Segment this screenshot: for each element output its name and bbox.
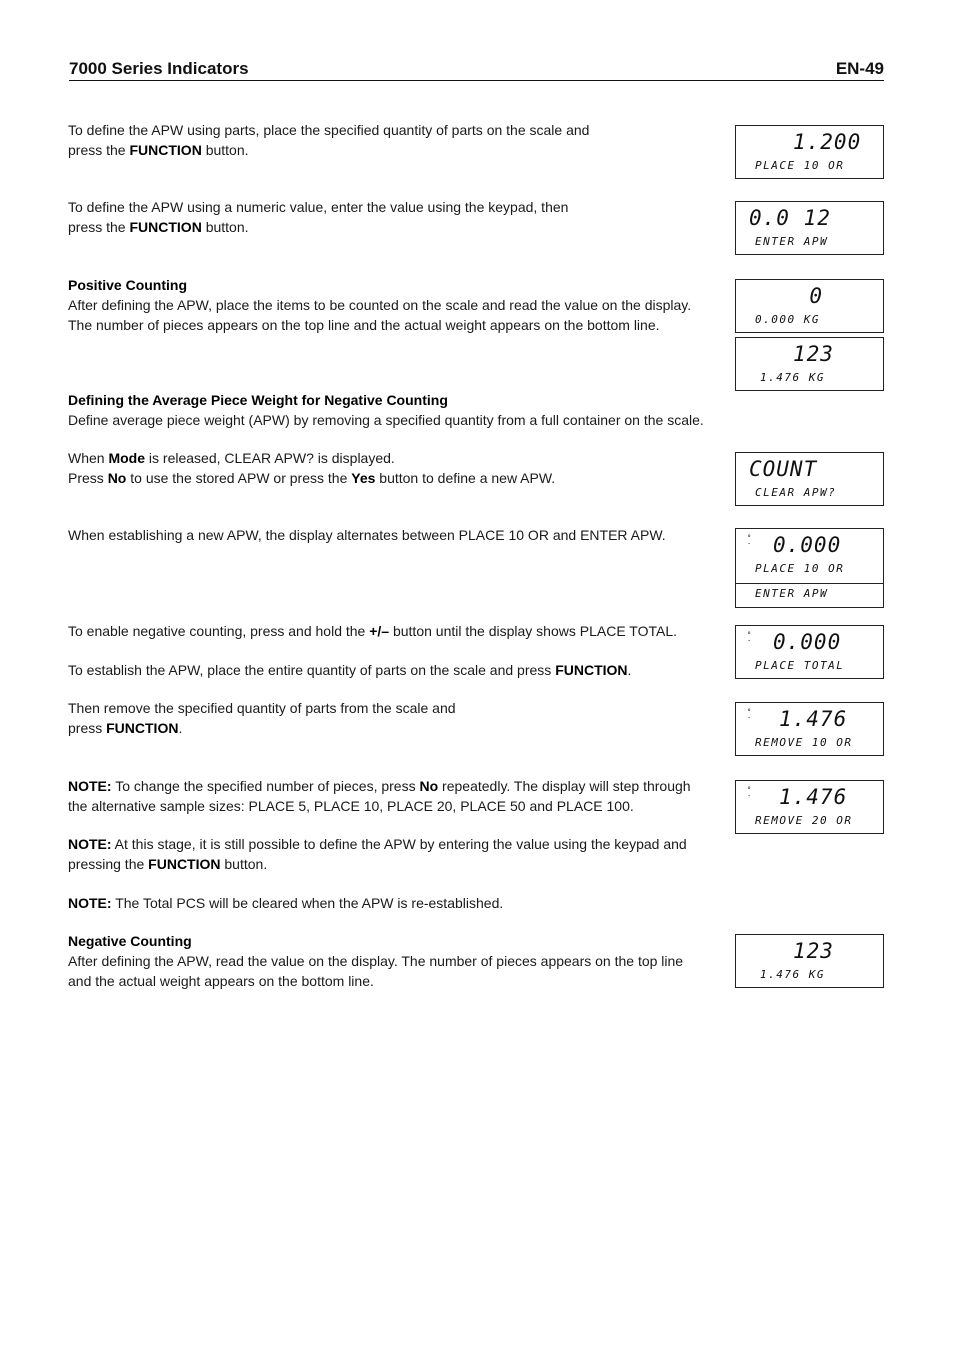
lcd-indicator-icon: ° · [747, 534, 752, 548]
lcd-divider [736, 583, 883, 584]
lcd-top-line: 0.000 [773, 533, 842, 557]
section-heading: Negative Counting [68, 933, 192, 949]
note-sample-sizes: NOTE: To change the specified number of pieces, press No repeatedly. The display will step through the alternative sample sizes: PLACE 5, PLACE 10, PLACE 20, PLACE 50 and PLACE 100. [68, 778, 691, 814]
lcd-bottom-line: REMOVE 20 OR [755, 814, 853, 827]
section-heading: Positive Counting [68, 277, 187, 293]
lcd-display-remove-10 [735, 702, 884, 756]
lcd-top-line: 0.0 12 [749, 206, 831, 230]
lcd-top-line: 0 [809, 284, 823, 308]
lcd-bottom-line: REMOVE 10 OR [755, 736, 853, 749]
lcd-top-line: 1.476 [779, 707, 848, 731]
lcd-display-remove-20 [735, 780, 884, 834]
paragraph-clear-apw: When Mode is released, CLEAR APW? is displayed. Press No to use the stored APW or press the Yes button to define a new APW. [68, 450, 556, 486]
lcd-display-place-10 [735, 125, 884, 179]
page-number: EN-49 [835, 59, 884, 78]
paragraph-define-apw-parts: To define the APW using parts, place the specified quantity of parts on the scale and press the FUNCTION button. [68, 122, 590, 158]
lcd-top-line: 123 [793, 342, 834, 366]
paragraph-enable-negative: To enable negative counting, press and hold the +/– button until the display shows PLACE TOTAL. [68, 623, 678, 639]
lcd-display-negative-count [735, 934, 884, 988]
lcd-bottom-line: PLACE TOTAL [755, 659, 845, 672]
lcd-bottom-line: PLACE 10 OR [755, 159, 845, 172]
lcd-indicator-icon: ° · [747, 631, 752, 645]
lcd-bottom-line: 1.476 KG [760, 371, 825, 384]
lcd-top-line: 1.476 [779, 785, 848, 809]
lcd-display-alternating [735, 528, 884, 608]
lcd-indicator-icon: ° · [747, 708, 752, 722]
lcd-top-line: 123 [793, 939, 834, 963]
paragraph-define-apw-numeric: To define the APW using a numeric value, enter the value using the keypad, then press the FUNCTION button. [68, 199, 569, 235]
page-header [69, 58, 884, 81]
note-total-pcs: NOTE: The Total PCS will be cleared when the APW is re-established. [68, 895, 504, 911]
lcd-display-positive-count [735, 337, 884, 391]
lcd-bottom-line: PLACE 10 OR [755, 562, 845, 575]
lcd-bottom-line: CLEAR APW? [755, 486, 837, 499]
section-negative-apw: Defining the Average Piece Weight for Negative Counting Define average piece weight (APW) by removing a specified quantity from a full container on the scale. [68, 390, 738, 430]
section-positive-counting: Positive Counting After defining the APW, place the items to be counted on the scale and read the value on the display. The number of pieces appears on the top line and the actual weight appears on the bottom line. [68, 275, 728, 335]
section-heading: Defining the Average Piece Weight for Negative Counting [68, 392, 448, 408]
lcd-top-line: 0.000 [773, 630, 842, 654]
lcd-indicator-icon: ° · [747, 786, 752, 800]
note-keypad-apw: NOTE: At this stage, it is still possible to define the APW by entering the value using the keypad and pressing the FUNCTION button. [68, 836, 687, 872]
lcd-display-enter-apw [735, 201, 884, 255]
lcd-alternate-line: ENTER APW [755, 587, 829, 600]
paragraph-establish-apw: To establish the APW, place the entire quantity of parts on the scale and press FUNCTION. [68, 662, 632, 678]
lcd-bottom-line: 0.000 KG [755, 313, 820, 326]
lcd-display-clear-apw [735, 452, 884, 506]
document-title: 7000 Series Indicators [69, 59, 249, 78]
lcd-display-zero [735, 279, 884, 333]
lcd-display-place-total [735, 625, 884, 679]
paragraph-remove-parts: Then remove the specified quantity of parts from the scale and press FUNCTION. [68, 700, 456, 736]
lcd-top-line: 1.200 [793, 130, 862, 154]
paragraph-alternate-display: When establishing a new APW, the display alternates between PLACE 10 OR and ENTER APW. [68, 527, 666, 543]
lcd-bottom-line: 1.476 KG [760, 968, 825, 981]
section-negative-counting: Negative Counting After defining the APW, read the value on the display. The number of pieces appears on the top line and the actual weight appears on the bottom line. [68, 931, 723, 991]
lcd-bottom-line: ENTER APW [755, 235, 829, 248]
lcd-top-line: COUNT [749, 457, 818, 481]
